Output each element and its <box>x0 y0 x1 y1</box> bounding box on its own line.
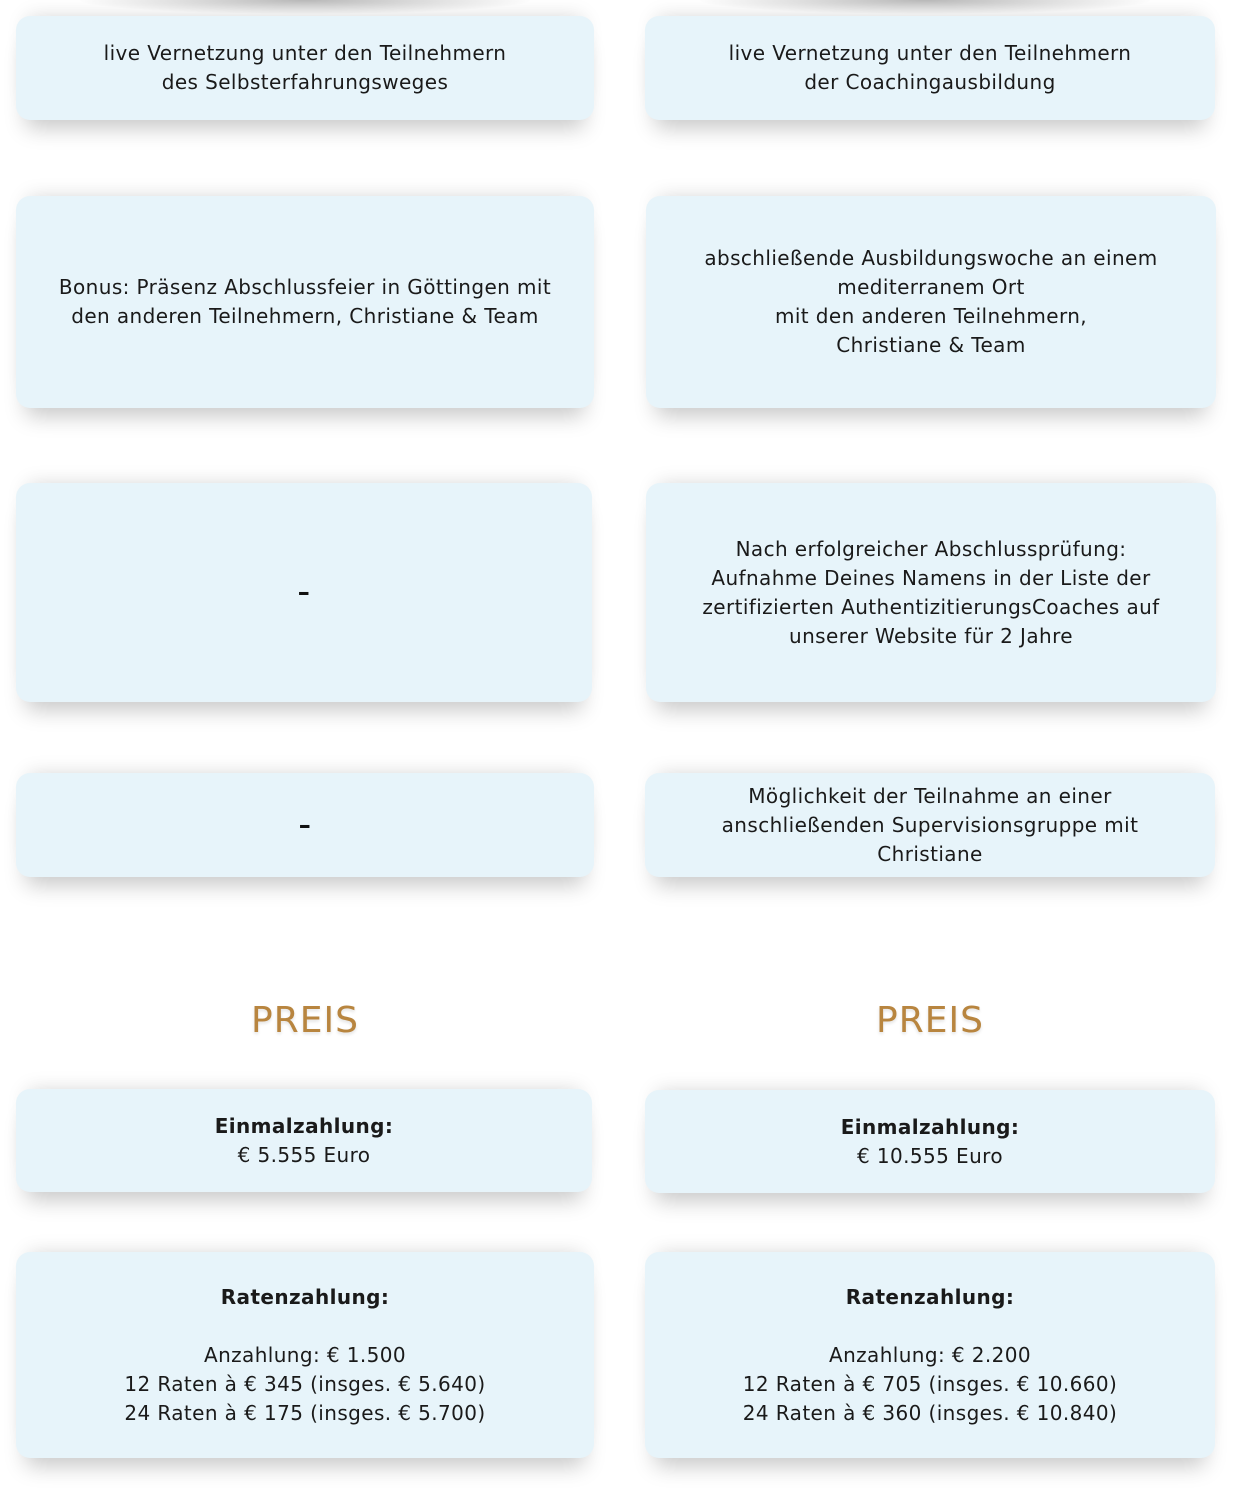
installment-line: 12 Raten à € 705 (insges. € 10.660) <box>742 1371 1118 1396</box>
feature-card-left-networking <box>16 16 594 120</box>
card-shadow <box>80 0 530 14</box>
feature-text: Möglichkeit der Teilnahme an einer <box>748 783 1112 808</box>
feature-text: Christiane & Team <box>836 333 1026 357</box>
installment-line: Anzahlung: € 1.500 <box>203 1342 407 1367</box>
feature-card-right-networking <box>645 16 1215 120</box>
feature-text: live Vernetzung unter den Teilnehmern <box>103 41 507 65</box>
feature-text: zertifizierten AuthentizitierungsCoaches auf <box>702 594 1160 619</box>
single-payment-card-left <box>16 1089 592 1192</box>
feature-card-right-certification <box>646 483 1216 702</box>
installment-label: Ratenzahlung: <box>845 1284 1015 1309</box>
single-payment-card-right <box>645 1090 1215 1193</box>
feature-text: Bonus: Präsenz Abschlussfeier in Göttingen mit <box>58 275 552 299</box>
feature-card-right-training-week <box>646 196 1216 408</box>
feature-text: anschließenden Supervisionsgruppe mit <box>721 812 1139 837</box>
single-payment-label: Einmalzahlung: <box>214 1113 394 1138</box>
installment-line: 24 Raten à € 175 (insges. € 5.700) <box>124 1400 486 1425</box>
feature-card-left-empty <box>16 773 594 877</box>
feature-text: mit den anderen Teilnehmern, <box>774 304 1088 328</box>
dash-text: – <box>298 810 312 839</box>
single-payment-value: € 10.555 Euro <box>857 1143 1003 1168</box>
feature-card-left-bonus <box>16 196 594 408</box>
installment-card-right <box>645 1252 1215 1458</box>
price-heading-left: PREIS <box>251 1000 359 1041</box>
card-shadow <box>700 0 1150 14</box>
installment-line: 24 Raten à € 360 (insges. € 10.840) <box>742 1400 1118 1425</box>
dash-text: – <box>297 578 311 606</box>
feature-text: abschließende Ausbildungswoche an einem <box>704 246 1158 270</box>
feature-card-right-supervision <box>645 773 1215 877</box>
feature-text: Aufnahme Deines Namens in der Liste der <box>711 565 1151 590</box>
single-payment-label: Einmalzahlung: <box>840 1114 1020 1139</box>
feature-text: Christiane <box>877 841 983 866</box>
feature-text: des Selbsterfahrungsweges <box>161 70 449 94</box>
installment-line: 12 Raten à € 345 (insges. € 5.640) <box>124 1371 486 1396</box>
single-payment-value: € 5.555 Euro <box>237 1142 371 1167</box>
feature-text: den anderen Teilnehmern, Christiane & Team <box>71 304 539 328</box>
feature-text: Nach erfolgreicher Abschlussprüfung: <box>735 536 1127 561</box>
installment-card-left <box>16 1252 594 1458</box>
installment-label: Ratenzahlung: <box>220 1284 390 1309</box>
price-heading-right: PREIS <box>876 1000 984 1041</box>
feature-text: mediterranem Ort <box>837 275 1025 299</box>
feature-card-left-empty <box>16 483 592 702</box>
feature-text: der Coachingausbildung <box>804 70 1056 94</box>
installment-line: Anzahlung: € 2.200 <box>828 1342 1032 1367</box>
feature-text: live Vernetzung unter den Teilnehmern <box>728 41 1132 65</box>
feature-text: unserer Website für 2 Jahre <box>789 623 1073 648</box>
